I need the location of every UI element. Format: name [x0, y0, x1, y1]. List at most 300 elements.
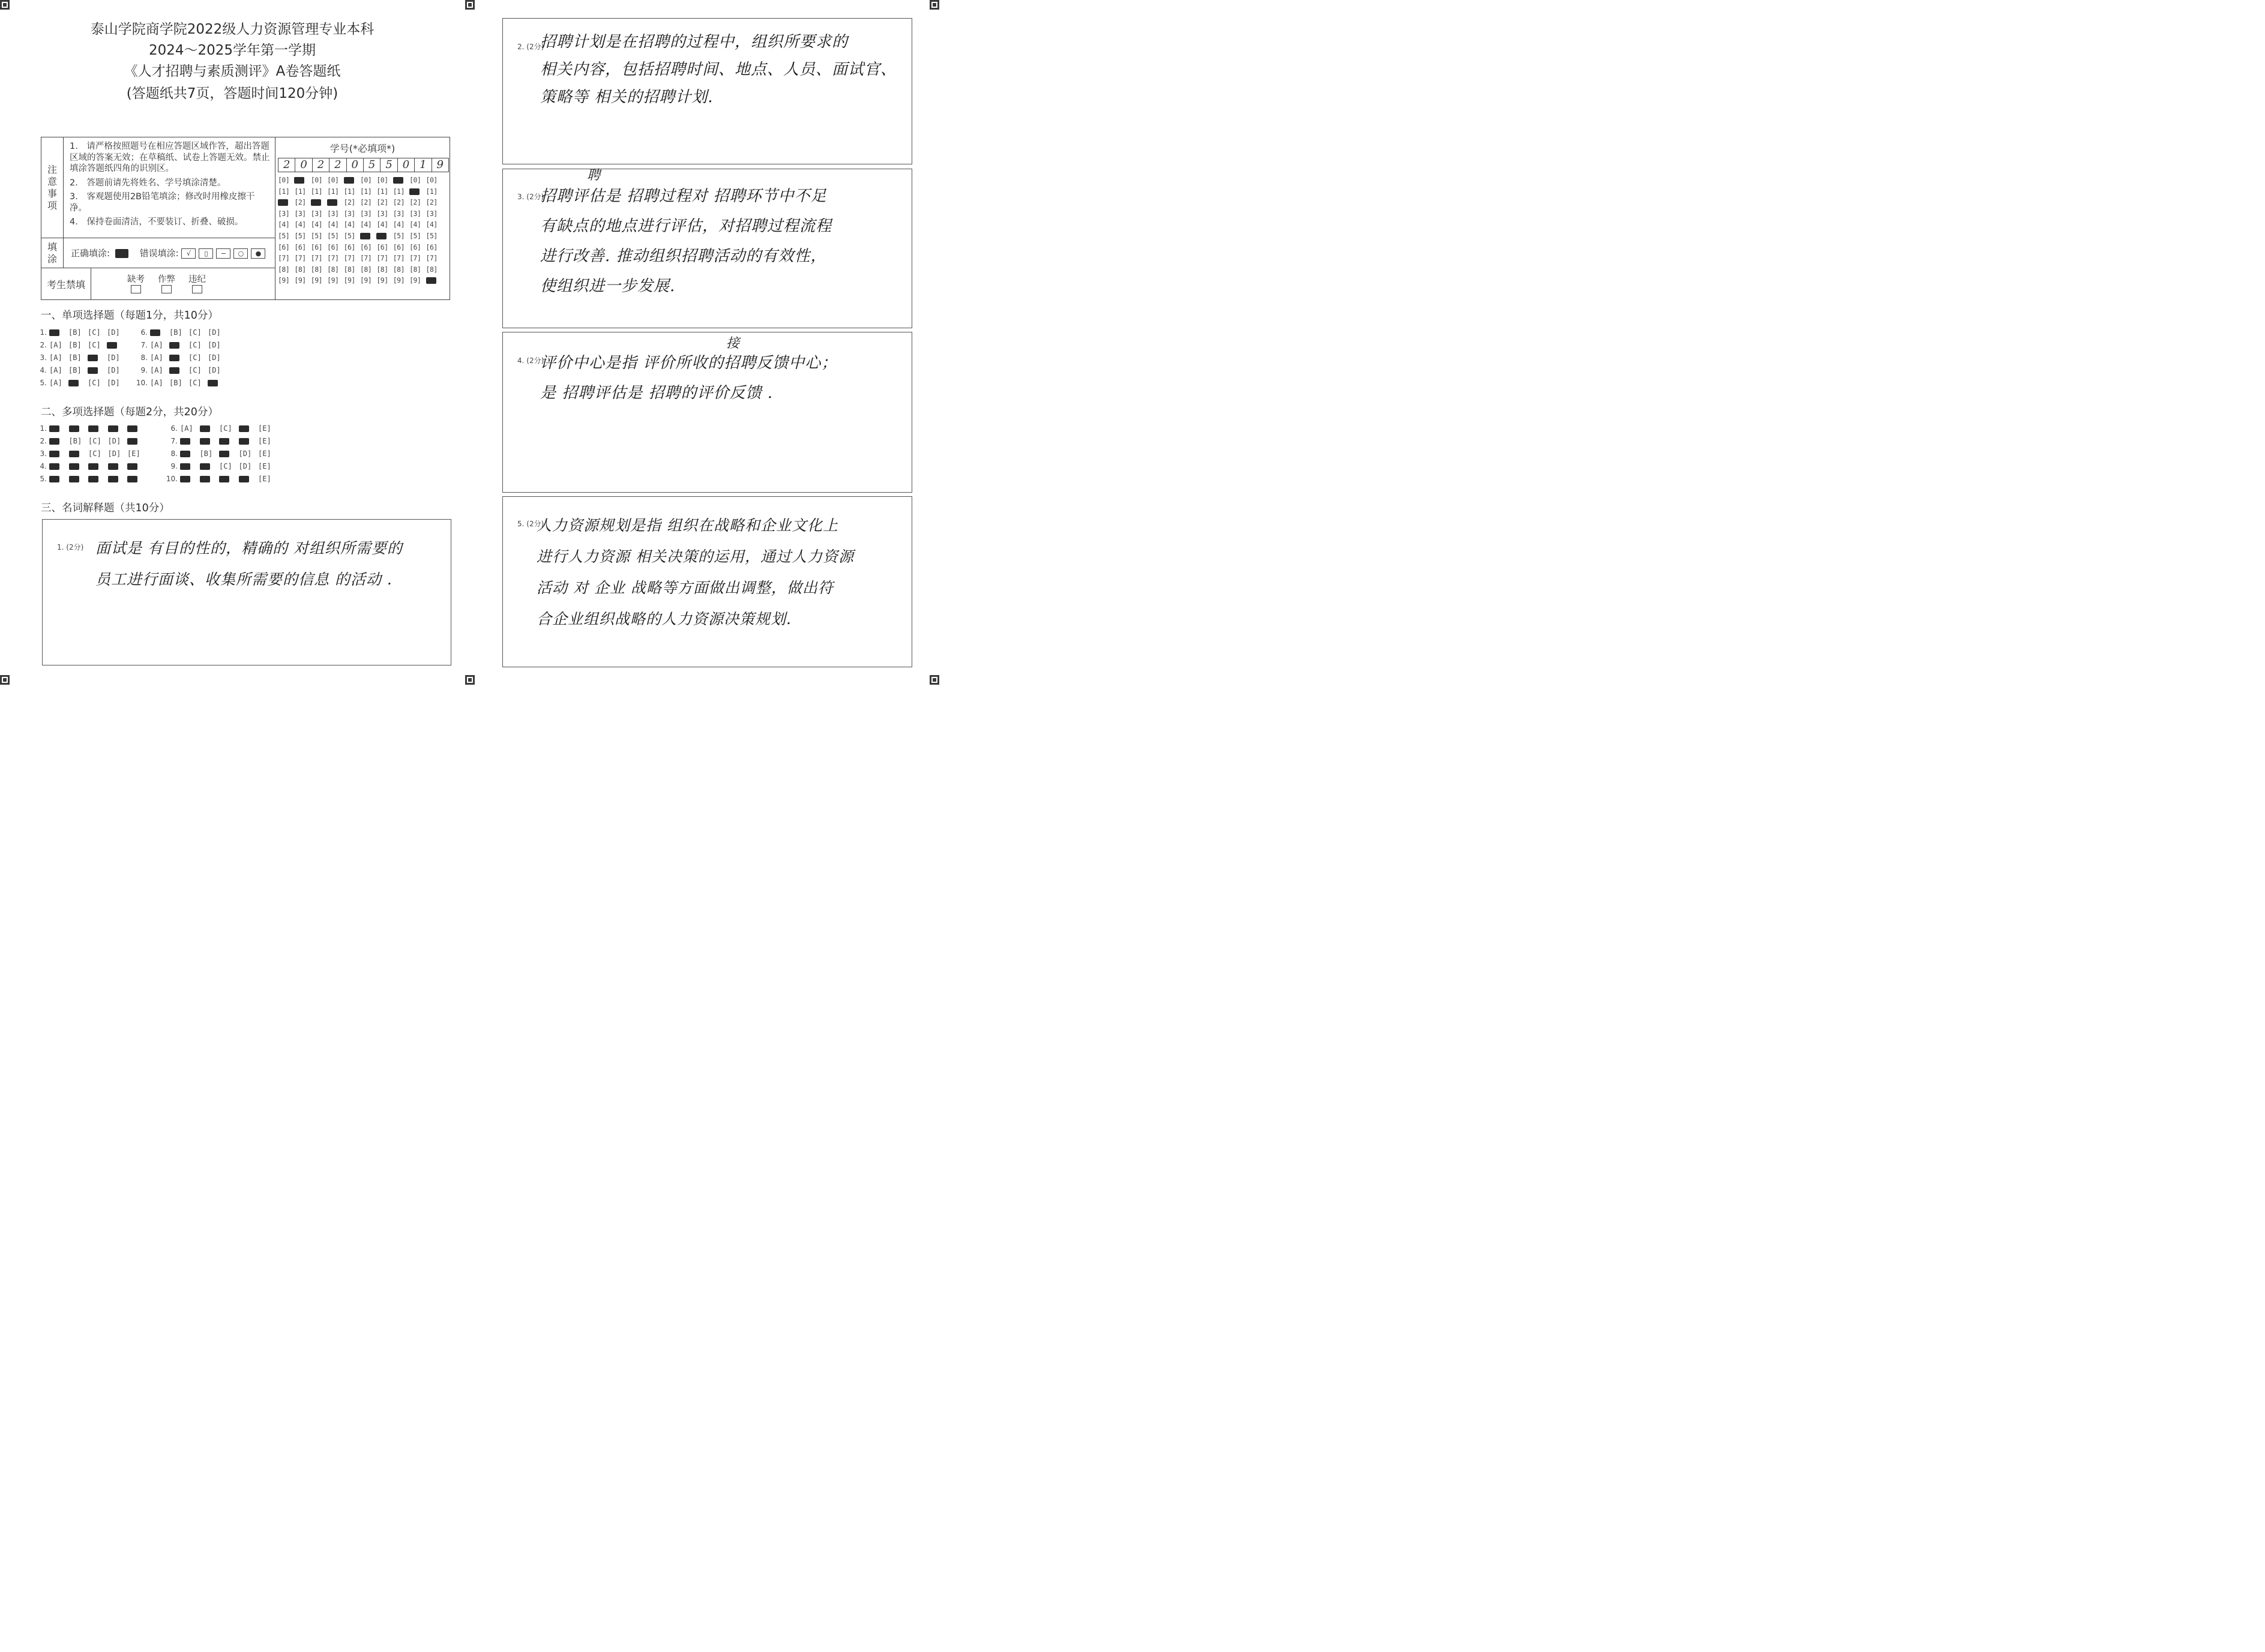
id-bubble[interactable]	[294, 176, 310, 187]
id-bubble[interactable]: [9]	[294, 276, 306, 285]
bubble-row	[278, 198, 450, 209]
question-label: 5. (2分)	[517, 520, 544, 528]
choice-bubble[interactable]	[68, 379, 88, 387]
checkbox[interactable]	[131, 285, 141, 293]
bubble-row	[278, 232, 450, 243]
bubble-row	[278, 209, 450, 221]
choice-bubble[interactable]: [A]	[150, 353, 163, 362]
choice-bubble[interactable]	[69, 424, 89, 433]
choice-bubble[interactable]: [E]	[127, 449, 140, 458]
id-bubble[interactable]: [2]	[393, 198, 405, 207]
forbidden-option-cheat[interactable]: 作弊	[158, 272, 175, 296]
id-bubble[interactable]: [7]	[376, 254, 388, 263]
id-bubble[interactable]: [4]	[376, 220, 388, 229]
choice-bubble[interactable]	[180, 462, 200, 470]
choice-bubble[interactable]: [C]	[219, 462, 232, 470]
choice-bubble[interactable]	[69, 475, 89, 483]
choice-bubble[interactable]: [A]	[180, 424, 193, 433]
id-bubble[interactable]: [3]	[278, 209, 290, 218]
id-bubble[interactable]: [8]	[343, 265, 355, 274]
id-bubble[interactable]: [9]	[409, 276, 421, 285]
id-bubble[interactable]: [1]	[359, 187, 372, 196]
id-bubble[interactable]: [7]	[359, 254, 372, 263]
question-number: 8.	[170, 449, 178, 458]
answer-box-1[interactable]	[42, 519, 451, 665]
section-terms-title: 三、名词解释题（共10分）	[41, 502, 170, 514]
id-bubble[interactable]: [7]	[409, 254, 421, 263]
choice-bubble[interactable]: [E]	[258, 424, 271, 433]
id-bubble[interactable]: [6]	[278, 242, 290, 251]
choice-bubble[interactable]: [D]	[238, 462, 252, 470]
choice-bubble[interactable]	[127, 437, 147, 445]
id-bubble[interactable]	[409, 187, 426, 199]
choice-question-row	[134, 353, 227, 362]
choice-bubble[interactable]	[127, 475, 147, 483]
id-bubble[interactable]: [1]	[294, 187, 306, 196]
choice-bubble[interactable]	[239, 424, 259, 433]
choice-question-row	[164, 449, 278, 458]
id-bubble[interactable]: [6]	[294, 242, 306, 251]
choice-bubble[interactable]: [D]	[238, 449, 252, 458]
choice-bubble[interactable]: [D]	[107, 437, 121, 445]
id-bubble[interactable]: [2]	[359, 198, 372, 207]
choice-bubble[interactable]: [D]	[107, 328, 120, 337]
fill-correct-sample	[115, 249, 128, 258]
id-bubble[interactable]: [8]	[409, 265, 421, 274]
id-bubble[interactable]: [9]	[393, 276, 405, 285]
header-school: 泰山学院商学院2022级人力资源管理专业本科	[90, 22, 374, 37]
id-bubble[interactable]: [8]	[426, 265, 438, 274]
id-bubble[interactable]: [9]	[359, 276, 372, 285]
question-number: 5.	[40, 379, 47, 387]
id-bubble[interactable]: [6]	[393, 242, 405, 251]
student-id-panel	[275, 137, 450, 300]
question-number: 5.	[40, 475, 47, 483]
id-bubble[interactable]: [9]	[376, 276, 388, 285]
id-bubble[interactable]: [0]	[278, 176, 290, 184]
choice-bubble[interactable]	[88, 353, 107, 362]
choice-bubble[interactable]	[49, 475, 69, 483]
choice-bubble[interactable]	[49, 449, 69, 458]
student-id-digit: 2	[312, 158, 329, 172]
choice-question-row	[134, 341, 227, 349]
choice-question-row	[34, 437, 147, 445]
id-bubble[interactable]: [6]	[343, 242, 355, 251]
student-id-digit: 0	[295, 158, 312, 172]
id-bubble[interactable]: [1]	[327, 187, 339, 196]
question-label: 3. (2分)	[517, 193, 544, 201]
choice-bubble[interactable]	[169, 341, 188, 349]
id-bubble[interactable]	[311, 198, 327, 209]
id-bubble[interactable]: [3]	[327, 209, 339, 218]
choice-question-row	[134, 379, 227, 387]
bubble-row	[278, 265, 450, 277]
info-table	[41, 137, 450, 300]
id-bubble[interactable]: [1]	[278, 187, 290, 196]
id-bubble[interactable]: [0]	[426, 176, 438, 184]
id-bubble[interactable]: [0]	[376, 176, 388, 184]
choice-bubble[interactable]: [C]	[188, 328, 202, 337]
id-bubble[interactable]: [5]	[343, 231, 355, 240]
choice-bubble[interactable]	[169, 366, 188, 374]
id-bubble[interactable]: [5]	[310, 231, 323, 240]
choice-bubble[interactable]: [A]	[49, 379, 62, 387]
choice-bubble[interactable]: [D]	[208, 366, 221, 374]
id-bubble[interactable]	[393, 176, 409, 187]
id-bubble[interactable]	[360, 232, 376, 243]
registration-mark-top-right	[930, 0, 939, 10]
question-number: 9.	[170, 462, 178, 470]
id-bubble[interactable]: [4]	[294, 220, 306, 229]
id-bubble[interactable]: [2]	[426, 198, 438, 207]
fill-wrong-sample: ▯	[199, 248, 213, 259]
choice-bubble[interactable]: [E]	[258, 449, 271, 458]
checkbox[interactable]	[192, 285, 202, 293]
id-bubble[interactable]: [4]	[409, 220, 421, 229]
question-number: 10.	[166, 475, 178, 483]
question-number: 7.	[170, 437, 178, 445]
student-id-label: 学号(*必填项*)	[329, 143, 396, 154]
choice-bubble[interactable]: [C]	[88, 449, 101, 458]
header-pages: (答题纸共7页，答题时间120分钟)	[126, 86, 338, 101]
choice-bubble[interactable]: [C]	[188, 353, 202, 362]
notice-items	[64, 137, 275, 238]
id-bubble[interactable]: [6]	[376, 242, 388, 251]
id-bubble[interactable]	[376, 232, 393, 243]
choice-bubble[interactable]	[127, 424, 147, 433]
answer-box-5[interactable]	[502, 496, 912, 667]
choice-bubble[interactable]	[180, 437, 200, 445]
student-id-digit: 0	[397, 158, 415, 172]
notice-item: 2. 答题前请先将姓名、学号填涂清楚。	[70, 178, 226, 188]
id-bubble[interactable]: [7]	[327, 254, 339, 263]
id-bubble[interactable]: [3]	[376, 209, 388, 218]
choice-bubble[interactable]	[239, 437, 259, 445]
choice-bubble[interactable]: [D]	[107, 366, 120, 374]
id-bubble[interactable]: [8]	[376, 265, 388, 274]
choice-bubble[interactable]: [C]	[88, 379, 101, 387]
choice-bubble[interactable]: [C]	[88, 437, 101, 445]
id-bubble[interactable]	[278, 198, 294, 209]
id-bubble[interactable]: [7]	[343, 254, 355, 263]
choice-bubble[interactable]	[108, 424, 128, 433]
choice-bubble[interactable]: [A]	[49, 353, 62, 362]
id-bubble[interactable]: [2]	[294, 198, 306, 207]
forbidden-option-violation[interactable]: 违纪	[188, 272, 206, 296]
choice-bubble[interactable]: [A]	[150, 379, 163, 387]
choice-bubble[interactable]	[69, 462, 89, 470]
choice-bubble[interactable]: [E]	[258, 437, 271, 445]
choice-bubble[interactable]: [B]	[68, 353, 82, 362]
id-bubble[interactable]: [8]	[327, 265, 339, 274]
choice-question-row	[164, 475, 278, 483]
choice-bubble[interactable]: [C]	[88, 341, 101, 349]
id-bubble[interactable]: [0]	[327, 176, 339, 184]
section-multi-title: 二、多项选择题（每题2分，共20分）	[41, 406, 218, 418]
choice-bubble[interactable]	[88, 366, 107, 374]
answer-box-4[interactable]	[502, 332, 912, 493]
choice-bubble[interactable]: [E]	[258, 462, 271, 470]
choice-bubble[interactable]: [C]	[188, 379, 202, 387]
checkbox[interactable]	[161, 285, 172, 293]
question-number: 8.	[140, 353, 148, 362]
choice-question-row	[134, 366, 227, 374]
student-id-digit: 9	[432, 158, 449, 172]
bubble-row	[278, 176, 450, 187]
id-bubble[interactable]: [1]	[426, 187, 438, 196]
choice-bubble[interactable]	[69, 449, 89, 458]
choice-bubble[interactable]: [D]	[107, 353, 120, 362]
id-bubble[interactable]: [2]	[343, 198, 355, 207]
id-bubble[interactable]: [8]	[393, 265, 405, 274]
registration-mark-bottom-left	[0, 675, 10, 685]
choice-question-row	[164, 424, 278, 433]
handwritten-answer: 招聘计划是在招聘的过程中，组织所要求的 相关内容，包括招聘时间、地点、人员、面试官、 策略等 相关的招聘计划.	[540, 33, 897, 106]
choice-bubble[interactable]: [D]	[208, 328, 221, 337]
choice-bubble[interactable]	[200, 424, 220, 433]
choice-bubble[interactable]	[108, 462, 128, 470]
choice-bubble[interactable]: [C]	[188, 366, 202, 374]
choice-bubble[interactable]	[88, 424, 108, 433]
choice-question-row	[134, 328, 227, 337]
choice-bubble[interactable]	[88, 462, 108, 470]
id-bubble[interactable]: [1]	[393, 187, 405, 196]
choice-question-row	[164, 437, 278, 445]
choice-question-row	[34, 424, 147, 433]
id-bubble[interactable]: [1]	[343, 187, 355, 196]
id-bubble[interactable]: [1]	[310, 187, 323, 196]
id-bubble[interactable]: [8]	[310, 265, 323, 274]
id-bubble[interactable]: [7]	[278, 254, 290, 263]
id-bubble[interactable]: [6]	[409, 242, 421, 251]
question-number: 10.	[136, 379, 148, 387]
notice-label: 注 意 事 项	[41, 137, 64, 238]
choice-bubble[interactable]	[49, 437, 69, 445]
handwritten-answer: 面试是 有目的性的，精确的 对组织所需要的 员工进行面谈、收集所需要的信息 的活动 .	[95, 539, 403, 588]
handwritten-insertion: 聘	[587, 168, 601, 183]
id-bubble[interactable]: [1]	[376, 187, 388, 196]
choice-question-row	[34, 328, 126, 337]
student-id-bubble-grid[interactable]	[278, 176, 450, 287]
id-bubble[interactable]: [9]	[327, 276, 339, 285]
header-term: 2024～2025学年第一学期	[148, 43, 316, 58]
choice-question-row	[34, 353, 126, 362]
registration-mark-bottom-middle	[465, 675, 475, 685]
choice-bubble[interactable]: [C]	[188, 341, 202, 349]
student-id-digit: 0	[346, 158, 364, 172]
choice-bubble[interactable]: [A]	[150, 341, 163, 349]
notice-item: 3. 客观题使用2B铅笔填涂；修改时用橡皮擦干净。	[70, 192, 255, 213]
bubble-row	[278, 243, 450, 254]
question-number: 7.	[140, 341, 148, 349]
id-bubble[interactable]: [7]	[426, 254, 438, 263]
id-bubble[interactable]: [5]	[278, 231, 290, 240]
choice-bubble[interactable]	[180, 449, 200, 458]
choice-bubble[interactable]: [B]	[199, 449, 213, 458]
choice-bubble[interactable]: [D]	[107, 449, 121, 458]
choice-bubble[interactable]: [A]	[49, 341, 62, 349]
choice-bubble[interactable]	[219, 437, 239, 445]
choice-question-row	[164, 462, 278, 470]
id-bubble[interactable]: [3]	[343, 209, 355, 218]
choice-bubble[interactable]: [A]	[150, 366, 163, 374]
question-number: 1.	[40, 328, 47, 337]
notice-item: 4. 保持卷面清洁，不要装订、折叠、破损。	[70, 217, 244, 227]
question-number: 6.	[140, 328, 148, 337]
choice-bubble[interactable]	[150, 328, 169, 337]
choice-bubble[interactable]	[127, 462, 147, 470]
id-bubble[interactable]: [2]	[376, 198, 388, 207]
registration-mark-top-left	[0, 0, 10, 10]
student-id-digit: 1	[414, 158, 432, 172]
choice-bubble[interactable]: [C]	[88, 328, 101, 337]
id-bubble[interactable]: [8]	[278, 265, 290, 274]
choice-question-row	[34, 341, 126, 349]
id-bubble[interactable]: [8]	[294, 265, 306, 274]
choice-bubble[interactable]	[200, 475, 220, 483]
id-bubble[interactable]: [9]	[343, 276, 355, 285]
id-bubble[interactable]: [6]	[310, 242, 323, 251]
fill-wrong-sample: ○	[233, 248, 248, 259]
choice-bubble[interactable]	[208, 379, 227, 387]
id-bubble[interactable]: [3]	[359, 209, 372, 218]
choice-bubble[interactable]	[239, 475, 259, 483]
forbidden-label: 考生禁填	[41, 268, 91, 299]
bubble-row	[278, 220, 450, 232]
choice-bubble[interactable]	[200, 462, 220, 470]
id-bubble[interactable]: [7]	[310, 254, 323, 263]
choice-question-row	[34, 475, 147, 483]
choice-bubble[interactable]: [B]	[68, 366, 82, 374]
handwritten-answer: 招聘评估是 招聘过程对 招聘环节中不足 有缺点的地点进行评估，对招聘过程流程 进行改善. 推动组织招聘活动的有效性， 使组织进一步发展.	[540, 187, 832, 295]
id-bubble[interactable]: [5]	[409, 231, 421, 240]
choice-bubble[interactable]	[219, 475, 239, 483]
choice-bubble[interactable]: [B]	[68, 328, 82, 337]
choice-bubble[interactable]	[49, 424, 69, 433]
choice-bubble[interactable]	[49, 328, 68, 337]
question-number: 1.	[40, 424, 47, 433]
question-label: 2. (2分)	[517, 43, 544, 51]
id-bubble[interactable]: [4]	[278, 220, 290, 229]
choice-bubble[interactable]: [D]	[208, 353, 221, 362]
choice-bubble[interactable]: [C]	[219, 424, 232, 433]
fill-wrong-sample: √	[181, 248, 196, 259]
question-number: 4.	[40, 462, 47, 470]
choice-bubble[interactable]	[88, 475, 108, 483]
question-label: 1. (2分)	[57, 543, 84, 551]
choice-bubble[interactable]	[108, 475, 128, 483]
id-bubble[interactable]: [0]	[359, 176, 372, 184]
header-course: 《人才招聘与素质测评》A卷答题纸	[124, 64, 341, 79]
id-bubble[interactable]: [3]	[409, 209, 421, 218]
choice-bubble[interactable]: [A]	[49, 366, 62, 374]
id-bubble[interactable]: [4]	[359, 220, 372, 229]
id-bubble[interactable]	[426, 276, 442, 287]
id-bubble[interactable]: [3]	[294, 209, 306, 218]
fill-wrong-samples	[181, 248, 268, 259]
choice-bubble[interactable]: [B]	[169, 328, 182, 337]
forbidden-option-absent[interactable]: 缺考	[127, 272, 145, 296]
choice-bubble[interactable]: [E]	[258, 475, 271, 483]
question-number: 4.	[40, 366, 47, 374]
choice-question-row	[34, 462, 147, 470]
id-bubble[interactable]	[344, 176, 360, 187]
fill-wrong-label: 错误填涂:	[139, 248, 179, 259]
id-bubble[interactable]: [2]	[409, 198, 421, 207]
id-bubble[interactable]: [5]	[294, 231, 306, 240]
choice-bubble[interactable]	[49, 462, 69, 470]
choice-bubble[interactable]: [D]	[208, 341, 221, 349]
id-bubble[interactable]: [6]	[359, 242, 372, 251]
id-bubble[interactable]: [9]	[278, 276, 290, 285]
id-bubble[interactable]: [5]	[393, 231, 405, 240]
id-bubble[interactable]: [0]	[409, 176, 421, 184]
student-id-digit: 2	[278, 158, 295, 172]
question-number: 3.	[40, 449, 47, 458]
choice-bubble[interactable]	[107, 341, 126, 349]
id-bubble[interactable]: [0]	[310, 176, 323, 184]
bubble-row	[278, 187, 450, 199]
id-bubble[interactable]: [7]	[393, 254, 405, 263]
choice-bubble[interactable]	[180, 475, 200, 483]
id-bubble[interactable]: [4]	[343, 220, 355, 229]
section-single-title: 一、单项选择题（每题1分，共10分）	[41, 310, 218, 322]
fill-wrong-sample: ●	[251, 248, 265, 259]
question-label: 4. (2分)	[517, 356, 544, 365]
id-bubble[interactable]: [4]	[426, 220, 438, 229]
choice-question-row	[34, 366, 126, 374]
id-bubble[interactable]	[327, 198, 343, 209]
question-number: 3.	[40, 353, 47, 362]
choice-bubble[interactable]	[200, 437, 220, 445]
id-bubble[interactable]: [7]	[294, 254, 306, 263]
answer-box-2[interactable]	[502, 18, 912, 164]
id-bubble[interactable]: [9]	[310, 276, 323, 285]
question-number: 6.	[170, 424, 178, 433]
id-bubble[interactable]: [4]	[393, 220, 405, 229]
id-bubble[interactable]: [8]	[359, 265, 372, 274]
id-bubble[interactable]: [5]	[327, 231, 339, 240]
answer-box-3[interactable]	[502, 169, 912, 328]
choice-bubble[interactable]: [B]	[68, 341, 82, 349]
id-bubble[interactable]: [4]	[310, 220, 323, 229]
choice-bubble[interactable]: [B]	[68, 437, 82, 445]
question-number: 2.	[40, 341, 47, 349]
id-bubble[interactable]: [5]	[426, 231, 438, 240]
handwritten-insertion: 接	[726, 336, 741, 351]
choice-bubble[interactable]	[219, 449, 239, 458]
question-number: 2.	[40, 437, 47, 445]
id-bubble[interactable]: [6]	[426, 242, 438, 251]
student-id-digit: 5	[380, 158, 397, 172]
choice-bubble[interactable]: [D]	[107, 379, 120, 387]
id-bubble[interactable]: [6]	[327, 242, 339, 251]
student-id-digit: 5	[363, 158, 381, 172]
fill-wrong-sample: −	[216, 248, 230, 259]
id-bubble[interactable]: [3]	[310, 209, 323, 218]
forbidden-row	[41, 268, 275, 300]
bubble-row	[278, 276, 450, 287]
id-bubble[interactable]: [3]	[393, 209, 405, 218]
fill-label: 填 涂	[41, 238, 64, 268]
id-bubble[interactable]: [3]	[426, 209, 438, 218]
choice-bubble[interactable]: [B]	[169, 379, 182, 387]
choice-question-row	[34, 379, 126, 387]
bubble-row	[278, 254, 450, 265]
handwritten-answer: 人力资源规划是指 组织在战略和企业文化上 进行人力资源 相关决策的运用，通过人力资源 活动 对 企业 战略等方面做出调整，做出符 合企业组织战略的人力资源决策规划.	[537, 517, 854, 628]
id-bubble[interactable]: [4]	[327, 220, 339, 229]
choice-bubble[interactable]	[169, 353, 188, 362]
